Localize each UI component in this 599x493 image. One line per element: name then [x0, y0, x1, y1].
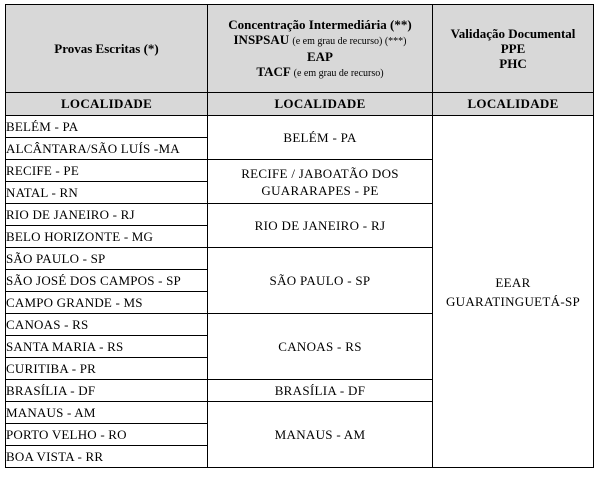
concentracao-cell: CANOAS - RS — [208, 314, 433, 380]
subheader-localidade-1: LOCALIDADE — [6, 93, 208, 116]
header-row — [6, 5, 594, 93]
localidades-table — [5, 4, 594, 468]
provas-cell: RECIFE - PE — [6, 160, 208, 182]
table-row — [6, 116, 594, 138]
concentracao-cell: RECIFE / JABOATÃO DOS GUARARAPES - PE — [208, 160, 433, 204]
validacao-line-2: GUARATINGUETÁ-SP — [445, 293, 581, 309]
header-inspsau: INSPSAU — [233, 31, 290, 47]
concentracao-cell: RIO DE JANEIRO - RJ — [208, 204, 433, 248]
concentracao-cell: BELÉM - PA — [208, 116, 433, 160]
header-phc: PHC — [499, 56, 527, 71]
provas-cell: RIO DE JANEIRO - RJ — [6, 204, 208, 226]
provas-cell: SÃO JOSÉ DOS CAMPOS - SP — [6, 270, 208, 292]
header-concentracao — [208, 5, 433, 93]
header-concentracao-title: Concentração Intermediária (**) — [228, 16, 412, 32]
provas-cell: MANAUS - AM — [6, 402, 208, 424]
header-tacf-note: (e em grau de recurso) — [293, 67, 384, 79]
concentracao-cell: MANAUS - AM — [208, 402, 433, 468]
provas-cell: SÃO PAULO - SP — [6, 248, 208, 270]
header-ppe: PPE — [500, 41, 526, 56]
provas-cell: CURITIBA - PR — [6, 358, 208, 380]
subheader-localidade-2: LOCALIDADE — [208, 93, 433, 116]
provas-cell: BELÉM - PA — [6, 116, 208, 138]
provas-cell: CAMPO GRANDE - MS — [6, 292, 208, 314]
provas-cell: BELO HORIZONTE - MG — [6, 226, 208, 248]
concentracao-cell: SÃO PAULO - SP — [208, 248, 433, 314]
header-provas-escritas: Provas Escritas (*) — [6, 5, 208, 93]
provas-cell: ALCÂNTARA/SÃO LUÍS -MA — [6, 138, 208, 160]
provas-cell: SANTA MARIA - RS — [6, 336, 208, 358]
validacao-cell — [433, 116, 594, 468]
provas-cell: BRASÍLIA - DF — [6, 380, 208, 402]
header-inspsau-note: (e em grau de recurso) (***) — [292, 35, 407, 47]
subheader-row — [6, 93, 594, 116]
validacao-line-1: EEAR — [495, 274, 531, 290]
provas-cell: CANOAS - RS — [6, 314, 208, 336]
header-tacf: TACF — [256, 63, 291, 79]
provas-cell: BOA VISTA - RR — [6, 446, 208, 468]
concentracao-cell: BRASÍLIA - DF — [208, 380, 433, 402]
subheader-localidade-3: LOCALIDADE — [433, 93, 594, 116]
provas-cell: NATAL - RN — [6, 182, 208, 204]
header-validacao-title: Validação Documental — [450, 26, 576, 41]
provas-cell: PORTO VELHO - RO — [6, 424, 208, 446]
header-eap: EAP — [307, 48, 333, 64]
header-validacao — [433, 5, 594, 93]
